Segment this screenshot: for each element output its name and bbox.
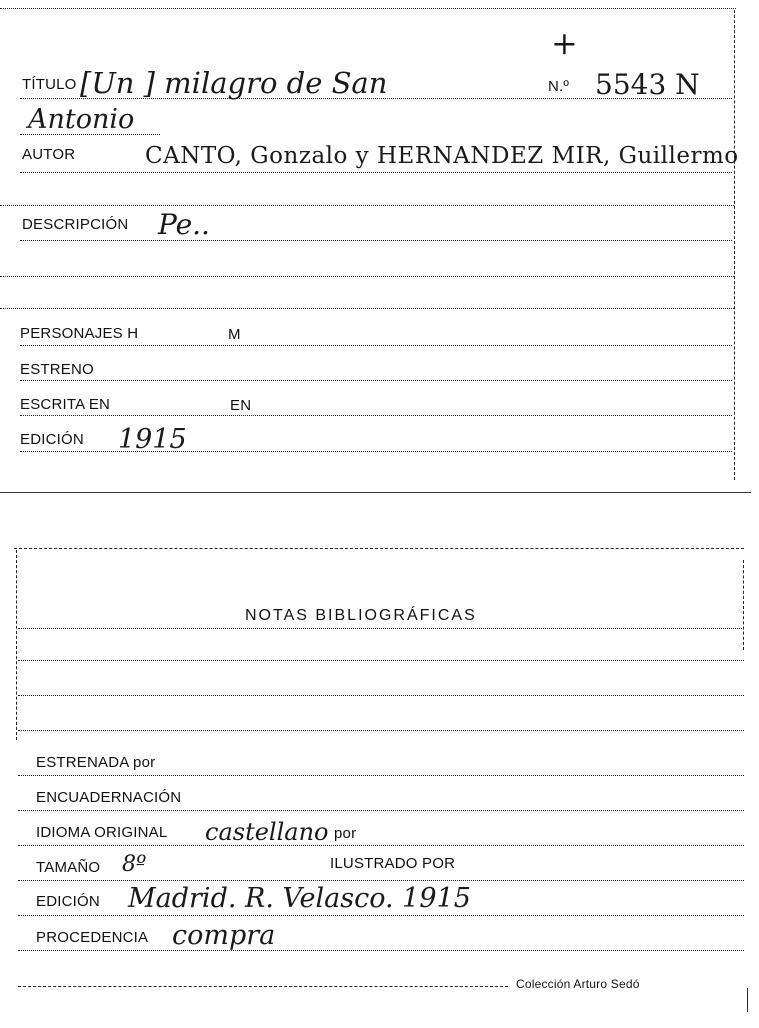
estrenada-line bbox=[18, 775, 744, 776]
estreno-label: ESTRENO bbox=[20, 361, 94, 378]
idioma-value: castellano bbox=[205, 818, 329, 846]
edicion2-line bbox=[18, 915, 744, 916]
notas-line-3 bbox=[18, 695, 744, 696]
personajes-label: PERSONAJES H bbox=[20, 325, 139, 342]
por-label: por bbox=[334, 825, 357, 842]
card-right-border bbox=[734, 10, 735, 480]
descripcion-value: Pe.. bbox=[158, 208, 210, 241]
edicion2-value: Madrid. R. Velasco. 1915 bbox=[128, 883, 471, 914]
procedencia-value: compra bbox=[172, 920, 276, 951]
idioma-label: IDIOMA ORIGINAL bbox=[36, 824, 168, 841]
tamano-value: 8º bbox=[122, 852, 147, 877]
edicion2-label: EDICIÓN bbox=[36, 893, 100, 910]
autor-value: CANTO, Gonzalo y HERNANDEZ MIR, Guillermo bbox=[145, 143, 739, 169]
titulo-line bbox=[20, 98, 732, 99]
titulo-label: TÍTULO bbox=[22, 76, 77, 93]
numero-value: 5543 N bbox=[595, 68, 700, 101]
footer-line bbox=[18, 986, 508, 987]
ilustrado-label: ILUSTRADO POR bbox=[330, 855, 456, 872]
tamano-label: TAMAÑO bbox=[36, 859, 101, 876]
edicion-value: 1915 bbox=[118, 424, 187, 455]
card2-top-border bbox=[14, 548, 744, 549]
notas-line-4 bbox=[18, 730, 744, 731]
idioma-line bbox=[18, 845, 744, 846]
descripcion-label: DESCRIPCIÓN bbox=[22, 216, 129, 233]
card2-right-border bbox=[743, 560, 744, 650]
blank-line-1 bbox=[0, 205, 734, 206]
edicion-label: EDICIÓN bbox=[20, 431, 84, 448]
descripcion-line bbox=[20, 240, 732, 241]
escrita-label: ESCRITA EN bbox=[20, 396, 111, 413]
autor-label: AUTOR bbox=[22, 146, 76, 163]
notas-heading: NOTAS BIBLIOGRÁFICAS bbox=[245, 607, 477, 624]
personajes-line bbox=[20, 345, 732, 346]
card-top-border bbox=[0, 8, 736, 9]
notas-line-2 bbox=[18, 660, 744, 661]
escrita-line bbox=[20, 415, 732, 416]
encuadernacion-line bbox=[18, 810, 744, 811]
card2-left-border bbox=[16, 550, 17, 740]
titulo-value-cont: Antonio bbox=[28, 104, 135, 135]
blank-line-3 bbox=[0, 308, 734, 309]
cross-mark: + bbox=[551, 24, 578, 62]
blank-line-2 bbox=[0, 276, 734, 277]
card-bottom-edge bbox=[0, 492, 751, 493]
procedencia-line bbox=[18, 950, 744, 951]
escrita-en-label: EN bbox=[230, 397, 252, 414]
edicion-line bbox=[20, 451, 732, 452]
footer-edge-mark bbox=[747, 988, 748, 1012]
procedencia-label: PROCEDENCIA bbox=[36, 929, 149, 946]
estreno-line bbox=[20, 380, 732, 381]
notas-line-1 bbox=[18, 628, 744, 629]
personajes-m-label: M bbox=[228, 326, 241, 343]
estrenada-label: ESTRENADA por bbox=[36, 754, 156, 771]
collection-footer: Colección Arturo Sedó bbox=[516, 977, 640, 991]
numero-label: N.º bbox=[548, 78, 570, 95]
titulo-value: [Un ] milagro de San bbox=[80, 66, 388, 100]
autor-line bbox=[20, 172, 732, 173]
encuadernacion-label: ENCUADERNACIÓN bbox=[36, 789, 182, 806]
tamano-line bbox=[18, 880, 744, 881]
titulo-cont-line bbox=[20, 134, 160, 135]
